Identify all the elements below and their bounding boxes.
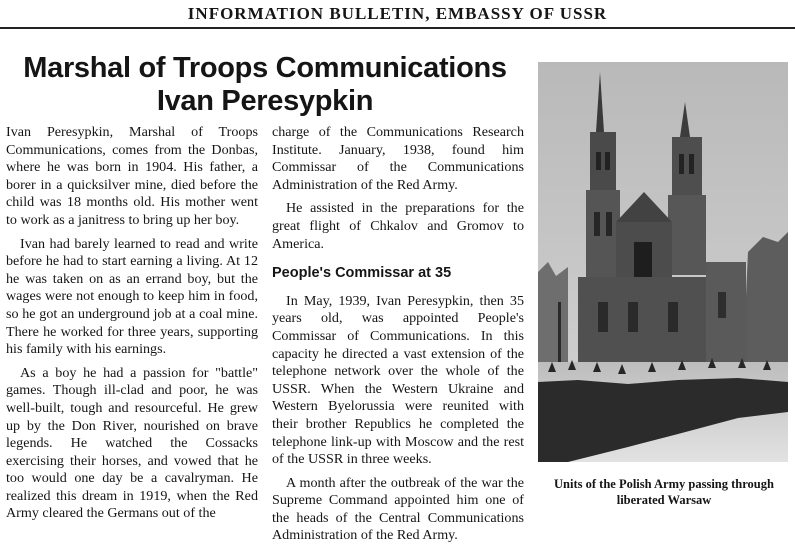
paragraph: In May, 1939, Ivan Peresypkin, then 35 years old, was appointed People's Commissar of Communications. In this capacity he directed a vast extension of the telephone network over the whole of the USSR. When the Western Ukraine and Western Byelorussia were reunited with their brother Republics he completed the telephone link-up with Moscow and the rest of the USSR in three weeks. xyxy=(272,292,524,468)
article-title-line-1: Marshal of Troops Communications xyxy=(23,52,507,84)
article-column-2 xyxy=(272,124,524,551)
paragraph: charge of the Communications Research Institute. January, 1938, found him Commissar of the Communications Administration of the Red Army. xyxy=(272,124,524,193)
photo-illustration xyxy=(538,62,788,462)
publication-title: INFORMATION BULLETIN, EMBASSY OF USSR xyxy=(187,4,608,23)
paragraph: He assisted in the preparations for the great flight of Chkalov and Gromov to America. xyxy=(272,200,524,252)
header-rule xyxy=(0,27,795,29)
page-header xyxy=(0,0,795,30)
article-column-1 xyxy=(6,124,258,529)
paragraph: A month after the outbreak of the war the Supreme Command appointed him one of the heads of the Central Communications Administration of the Red Army. xyxy=(272,474,524,544)
photo-caption: Units of the Polish Army passing through liberated Warsaw xyxy=(554,477,774,507)
paragraph: Ivan had barely learned to read and write before he had to start earning a living. At 12 he was taken on as an errand boy, but the wages were not enough to keep him in food, so he got an underground job at a coal mine. There he worked for three years, supporting his family with his earnings. xyxy=(6,235,258,358)
paragraph: As a boy he had a passion for "battle" games. Though ill-clad and poor, he was well-built, tough and resourceful. He grew up by the Don River, nourished on brave legends. He watched the Cossacks exercising their horses, and vowed that he too would one day be a cavalryman. He realized this dream in 1919, when the Red Army cleared the Germans out of the xyxy=(6,364,258,522)
section-subheading: People's Commissar at 35 xyxy=(272,265,452,282)
paragraph: Ivan Peresypkin, Marshal of Troops Communications, comes from the Donbas, where he was born in 1904. His father, a borer in a quicksilver mine, died before the child was 18 months old. His mother went to work as a janitress to bring up her boy. xyxy=(6,124,258,228)
article-title xyxy=(0,52,530,118)
photo-warsaw-cathedral xyxy=(538,62,788,462)
article-title-line-2: Ivan Peresypkin xyxy=(156,85,374,117)
